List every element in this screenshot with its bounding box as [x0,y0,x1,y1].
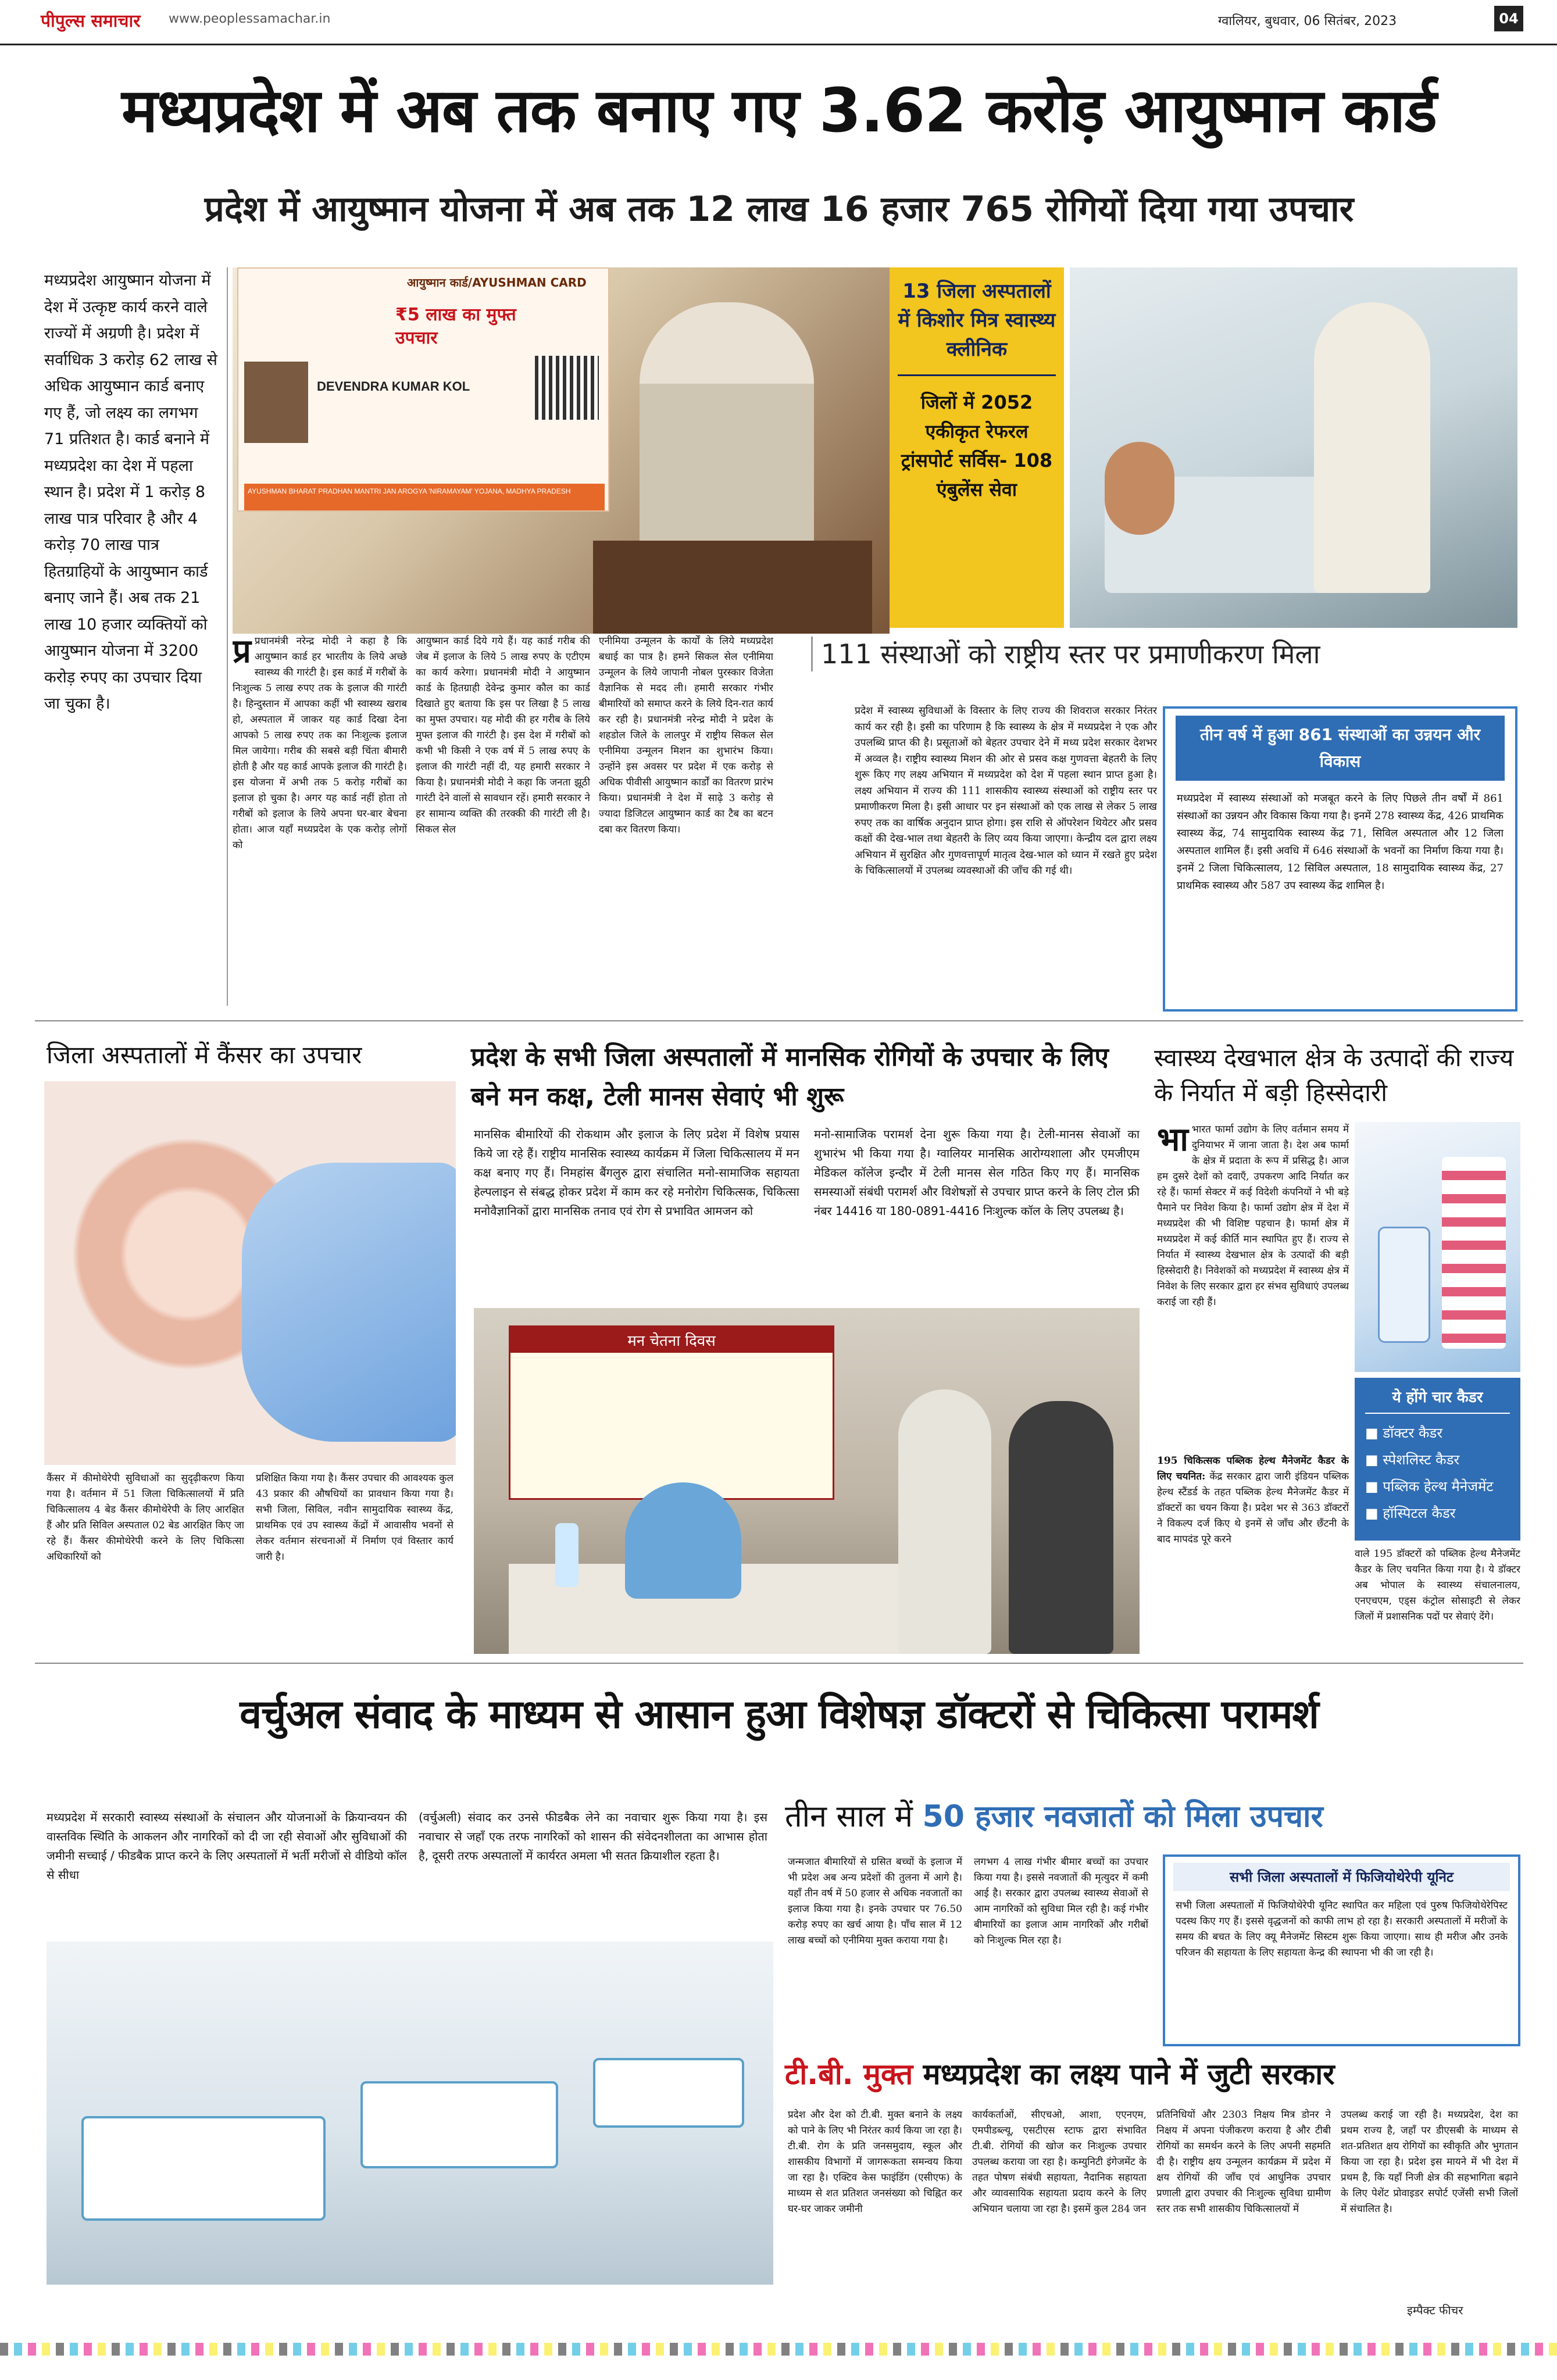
card-header: आयुष्मान कार्ड/AYUSHMAN CARD [407,276,587,290]
upgrade-box-body: मध्यप्रदेश में स्वास्थ्य संस्थाओं को मजबूत करने के लिए पिछले तीन वर्षों में 861 संस्थाओं का उन्नयन और विकास किया गया है। इनमें 278 स्वास्थ्य केंद्र, 426 प्राथमिक स्वास्थ्य केंद्र, 74 सामुदायिक स्वास्थ्य केंद्र 71, सिविल अस्पताल और 12 जिला अस्पताल शामिल हैं। इसी अवधि में 646 संस्थाओं के भवनों का निर्माण किया गया है। इनमें 2 जिला चिकित्सालय, 12 सिविल अस्पताल, 18 सामुदायिक स्वास्थ्य केंद्र, 27 प्राथमिक स्वास्थ्य और 587 उप स्वास्थ्य केंद्र शामिल है। [1177,792,1504,892]
main-subheadline: प्रदेश में आयुष्मान योजना में अब तक 12 लाख 16 हजार 765 रोगियों दिया गया उपचार [204,189,1354,230]
virtual-col2: (वर्चुअली) संवाद कर उनसे फीडबैक लेने का नवाचार शुरू किया गया है। इस नवाचार से जहाँ एक तरफ नागरिकों को शासन की संवेदनशीलता का आभास होता है, दूसरी तरफ अस्पतालों में कार्यरत अमला भी सतत क्रियाशील रहता है। [419,1810,767,1863]
pill-strip [1442,1157,1506,1349]
card-holder-name: DEVENDRA KUMAR KOL [317,379,470,394]
main-headline: मध्यप्रदेश में अब तक बनाए गए 3.62 करोड़ आयुष्मान कार्ड [122,75,1437,146]
masthead-logo[interactable]: पीपुल्स समाचार [41,11,141,31]
highlight-box [890,267,1064,628]
accreditation-body: प्रदेश में स्वास्थ्य सुविधाओं के विस्तार के लिए राज्य की शिवराज सरकार निरंतर कार्य कर रही है। इसी का परिणाम है कि स्वास्थ्य के क्षेत्र में मध्यप्रदेश ने एक और उपलब्धि प्राप्त की है। प्रसूताओं को बेहतर उपचार देने में मध्य प्रदेश सरकार देशभर में अव्वल है। राष्ट्रीय स्वास्थ्य मिशन की ओर से प्रसव कक्ष गुणवत्ता बेहतरी के लिए शुरू किए गए लक्ष्य अभियान में मध्यप्रदेश को देश में पहला स्थान प्राप्त हुआ है। लक्ष्य अभियान में राज्य की 111 शासकीय स्वास्थ्य संस्थाओं को राष्ट्रीय स्तर पर प्रमाणीकरण मिला है। इसी आधार पर इन संस्थाओं को एक लाख से लेकर 5 लाख रुपए तक का वार्षिक अनुदान प्राप्त होगा। इस राशि से ऑपरेशन थियेटर और प्रसव कक्षों की देख-भाल तथा बेहतरी के लिए व्यय किया जाएगा। केन्द्रीय दल द्वारा लक्ष्य अभियान में सुरक्षित और गुणवत्तापूर्ण मातृत्व देख-भाल को ध्यान में रखते हुए प्रदेश के चिकित्सालयों में उपलब्ध व्यवस्थाओं की जाँच की गई थी। [855,705,1157,877]
mental-col2: मनो-सामाजिक परामर्श देना शुरू किया गया है। टेली-मानस सेवाओं का शुभारंभ भी किया गया है। ग्वालियर मानसिक आरोग्यशाला और एमजीएम मेडिकल कॉलेज इन्दौर में टेली मानस सेल गठित किए गए हैं। मानसिक समस्याओं संबंधी परामर्श और विशेषज्ञों से उपचार प्राप्त करने के लिए टोल फ्री नंबर 14416 या 180-0891-4416 निःशुल्क कॉल के लिए उपलब्ध है। [814,1127,1140,1218]
virtual-col1: मध्यप्रदेश में सरकारी स्वास्थ्य संस्थाओं के संचालन और योजनाओं के क्रियान्वयन की वास्तविक स्थिति के आकलन और नागरिकों को दी जा रही सेवाओं और सुविधाओं की जमीनी सच्चाई / फीडबैक प्राप्त करने के लिए अस्पतालों में भर्ती मरीजों से वीडियो कॉल से सीधा [47,1810,407,1882]
cadre-item: ■ पब्लिक हेल्थ मैनेजमेंट [1365,1478,1494,1495]
upgrade-box [1163,706,1517,1012]
clinic-photo [474,1308,1140,1654]
card-holder-photo [244,362,308,443]
cadre-item: ■ हॉस्पिटल कैडर [1365,1505,1456,1521]
highlight-line1: 13 जिला अस्पतालों में किशोर मित्र स्वास्थ्य क्लीनिक [898,277,1056,376]
card-amount: ₹5 लाख का मुफ्त उपचार [395,305,516,348]
patient-figure [1105,442,1174,535]
gloved-hand [242,1163,456,1442]
ward-bed [593,2058,744,2128]
tb-col2: कार्यकर्ताओं, सीएचओ, आशा, एएनएम, एमपीडब्ल्यू, एसटीएस स्टाफ द्वारा संभावित टी.बी. रोगियों की खोज कर निःशुल्क उपचार उपलब्ध कराया जा रहा है। कम्युनिटी इंगेजमेंट के तहत पोषण संबंधी सहायता, नैदानिक सहायता और व्यावसायिक सहायता प्रदाय करने के लिए अभियान चलाया जा रहा है। इसमें कुल 284 जन [972,2109,1147,2215]
newborn-col2: लगभग 4 लाख गंभीर बीमार बच्चों का उपचार किया गया है। इससे नवजातों की मृत्युदर में कमी आई है। सरकार द्वारा उपलब्ध स्वास्थ्य सेवाओं से आम नागरिकों को सुविधा मिल रही है। कई गंभीर बीमारियों का इलाज आम नागरिकों और गरीबों को निःशुल्क मिल रहा है। [974,1856,1148,1946]
section-rule [35,1663,1523,1664]
clinic-banner [509,1325,834,1500]
ayushman-card [237,267,609,512]
masthead-url[interactable]: www.peoplessamachar.in [169,12,331,26]
tb-headline [785,2052,1520,2096]
newborn-headline-b: 50 हजार नवजातों को मिला उपचार [922,1799,1323,1834]
standing-figure-1 [898,1389,991,1654]
cancer-col1: कैंसर में कीमोथेरेपी सुविधाओं का सुदृढ़ीकरण किया गया है। वर्तमान में 51 जिला चिकित्सालयों में प्रति चिकित्सालय 4 बेड कैंसर कीमोथेरेपी के लिए आरक्षित हैं और प्रति सिविल अस्पताल 02 बेड आरक्षित किए जा रहे हैं। कैंसर कीमोथेरेपी करने के लिए चिकित्सा अधिकारियों को [47,1473,244,1563]
newborn-headline [785,1796,1520,1837]
main-left-column: मध्यप्रदेश आयुष्मान योजना में देश में उत्कृष्ट कार्य करने वाले राज्यों में अग्रणी है। प्रदेश में सर्वाधिक 3 करोड़ 62 लाख से अधिक आयुष्मान कार्ड बनाए गए हैं, जो लक्ष्य का लगभग 71 प्रतिशत है। कार्ड बनाने में मध्यप्रदेश का देश में पहला स्थान है। प्रदेश में 1 करोड़ 8 लाख पात्र परिवार है और 4 करोड़ 70 लाख पात्र हितग्राहियों के आयुष्मान कार्ड बनाए जाने हैं। अब तक 21 लाख 10 हजार व्यक्तियों को आयुष्मान योजना में 3200 करोड़ रुपए का उपचार दिया जा चुका है। [44,271,217,713]
footer-feature-label: इम्पैक्ट फीचर [1407,2303,1463,2317]
newborn-col1: जन्मजात बीमारियों से ग्रसित बच्चों के इलाज में भी प्रदेश अब अन्य प्रदेशों की तुलना में आगे है। यहाँ तीन वर्ष में 50 हजार से अधिक नवजातों का इलाज किया गया है। इनके उपचार पर 76.50 करोड़ रुपए का खर्च आया है। पाँच साल में 12 लाख बच्चों को एनीमिया मुक्त कराया गया है। [788,1856,962,1946]
cadre-item: ■ स्पेशलिस्ट कैडर [1365,1452,1460,1468]
main-body-col1: प्र प्रधानमंत्री नरेन्द्र मोदी ने कहा है कि आयुष्मान कार्ड हर भारतीय के लिये अच्छे स्वास्थ्य की गारंटी है। इस कार्ड में गरीबों के निःशुल्क 5 लाख रुपए तक के इलाज की गारंटी है। हिन्दुस्तान में आपका कहीं भी स्वास्थ्य खराब हो, अस्पताल में जाकर यह कार्ड दिखा देना आपको 5 लाख रुपए तक का निःशुल्क इलाज मिल जायेगा। गरीब की सबसे बड़ी चिंता बीमारी होती है और यह कार्ड आपके इलाज की गारंटी है। इस योजना में अभी तक 5 करोड़ गरीबों का इलाज हो चुका है। अगर यह कार्ड नहीं होता तो गरीबों को इलाज के लिये अपना घर-बार बेचना होता। आज यहाँ मध्यप्रदेश के एक करोड़ लोगों को [233,634,407,851]
main-body-col3: एनीमिया उन्मूलन के कार्यों के लिये मध्यप्रदेश बधाई का पात्र है। हमने सिकल सेल एनीमिया उन्मूलन के लिये जापानी नोबल पुरस्कार विजेता वैज्ञानिक से मदद ली। हमारी सरकार गंभीर बीमारियों को समाप्त करने के लिये दिन-रात कार्य कर रही है। प्रधानमंत्री नरेन्द्र मोदी ने प्रदेश के शहडोल जिले के लालपुर में राष्ट्रीय सिकल सेल एनीमिया उन्मूलन मिशन का शुभारंभ किया। उन्होंने इस अवसर पर प्रदेश में एक करोड़ से अधिक पीवीसी आयुष्मान कार्डों का वितरण प्रारंभ किया। प्रधानमंत्री ने देश में साढ़े 3 करोड़ से ज्यादा डिजिटल आयुष्मान कार्ड का टैब का बटन दबा कर वितरण किया। [599,635,773,835]
ward-photo [47,1942,773,2285]
water-bottle [555,1523,578,1587]
upgrade-box-title: तीन वर्ष में हुआ 861 संस्थाओं का उन्नयन और विकास [1176,716,1505,781]
column-rule [227,267,228,1006]
card-footer: AYUSHMAN BHARAT PRADHAN MANTRI JAN AROGYA 'NIRAMAYAM' YOJANA, MADHYA PRADESH [244,484,605,510]
cancer-headline: जिला अस्पतालों में कैंसर का उपचार [47,1041,362,1069]
pharma-headline: स्वास्थ्य देखभाल क्षेत्र के उत्पादों की राज्य के निर्यात में बड़ी हिस्सेदारी [1154,1044,1514,1107]
page-number: 04 [1494,6,1523,31]
cancer-photo [44,1081,456,1465]
visitor-figure [1314,302,1430,593]
pm-card-photo [233,267,890,634]
ward-bed [360,2081,558,2168]
newborn-headline-a: तीन साल में [785,1799,913,1834]
virtual-headline: वर्चुअल संवाद के माध्यम से आसान हुआ विशेषज्ञ डॉक्टरों से चिकित्सा परामर्श [240,1692,1319,1738]
cadre-item: ■ डॉक्टर कैडर [1365,1425,1443,1441]
accreditation-headline: 111 संस्थाओं को राष्ट्रीय स्तर पर प्रमाणीकरण मिला [811,637,1520,671]
main-body-col2: आयुष्मान कार्ड दिये गये हैं। यह कार्ड गरीब की जेब में इलाज के लिये 5 लाख रुपए के एटीएम का कार्य करेगा। प्रधानमंत्री मोदी ने आयुष्मान कार्ड के हितग्राही देवेन्द्र कुमार कौल का कार्ड दिखाते हुए बताया कि इस पर लिखा है 5 लाख का मुफ्त उपचार। यह मोदी की हर गरीब के लिये मुफ्त इलाज की गारंटी है। इस देश में गरीबों को कभी भी किसी ने एक वर्ष में 5 लाख रुपए के इलाज की गारंटी नहीं दी, यह हमारी सरकार ने किया है। प्रधानमंत्री मोदी ने कहा कि जनता झूठी गारंटी देने वालों से सावधान रहें। हमारी सरकार ने हर सामान्य व्यक्ति की तरक्की की गारंटी ली है। सिकल सेल [416,635,590,835]
cancer-col2: प्रशिक्षित किया गया है। कैंसर उपचार की आवश्यक कुल 43 प्रकार की औषधियों का प्रावधान किया गया है। सभी जिला, सिविल, नवीन सामुदायिक स्वास्थ्य केंद्र, प्राथमिक एवं उप स्वास्थ्य केंद्रों में आवासीय भवनों से लेकर वर्तमान संरचनाओं में निर्माण एवं विस्तार कार्य जारी है। [256,1473,453,1563]
hospital-visit-photo [1070,267,1517,628]
tb-col3: प्रतिनिधियों और 2303 निक्षय मित्र डोनर ने निक्षय में अपना पंजीकरण कराया है और टीबी रोगियों का समर्थन करने के लिए अपनी सहमति दी है। राष्ट्रीय क्षय उन्मूलन कार्यक्रम में प्रदेश में क्षय रोगियों की जाँच एवं आधुनिक उपचार प्रणाली द्वारा उपचार की निःशुल्क सुविधा ग्रामीण स्तर तक सभी शासकीय चिकित्सालयों में [1156,2109,1331,2215]
card-qr-icon [535,356,599,420]
doctor-figure [625,1482,741,1599]
masthead-dateline: ग्वालियर, बुधवार, 06 सितंबर, 2023 [1218,14,1397,28]
mental-col1: मानसिक बीमारियों की रोकथाम और इलाज के लिए प्रदेश में विशेष प्रयास किये जा रहे हैं। राष्ट्रीय मानसिक स्वास्थ्य कार्यक्रम में जिला चिकित्सालय में मन कक्ष बनाए गए हैं। निमहांस बैंगलुरु द्वारा संचालित मनो-सामाजिक सहायता हेल्पलाइन से संबद्ध होकर प्रदेश में काम कर रहे मनोरोग चिकित्सक, चिकित्सा मनोवैज्ञानिकों द्वारा मानसिक तनाव एवं रोग से प्रभावित आमजन को [474,1127,799,1218]
physio-box-body: सभी जिला अस्पतालों में फिजियोथेरेपी यूनिट स्थापित कर महिला एवं पुरुष फिजियोथेरेपिस्ट पदस्थ किए गए हैं। इससे वृद्धजनों को काफी लाभ हो रहा है। सरकारी अस्पतालों में मरीजों के समय की बचत के लिए क्यू मैनेजमेंट सिस्टम शुरू किया जाएगा। साथ ही मरीज और उनके परिजन की सहायता के लिए सहायता केन्द्र की स्थापना भी की जा रही है। [1176,1900,1508,1959]
ward-bed [81,2116,326,2221]
physio-box [1163,1854,1520,2046]
tb-tag: टी.बी. मुक्त [785,2057,913,2091]
tb-headline-text: मध्यप्रदेश का लक्ष्य पाने में जुटी सरकार [923,2057,1335,2091]
pharma-col1b: 195 चिकित्सक पब्लिक हेल्थ मैनेजमेंट कैडर के लिए चयनित: केंद्र सरकार द्वारा जारी इंडियन पब्लिक हेल्थ स्टैंडर्ड के तहत पब्लिक हेल्थ मैनेजमेंट कैडर में डॉक्टरों का चयन किया है। प्रदेश भर से 363 डॉक्टरों ने विकल्प दर्ज किए थे इनमें से जाँच और छँटनी के बाद मापदंड पूरे करने [1157,1455,1349,1545]
standing-figure-2 [1009,1401,1113,1654]
cadre-box-title: ये होंगे चार कैडर [1365,1386,1510,1414]
podium [593,541,872,634]
pharma-col2: वाले 195 डॉक्टरों को पब्लिक हेल्थ मैनेजमेंट कैडर के लिए चयनित किया गया है। ये डॉक्टर अब भोपाल के स्वास्थ्य संचालनालय, एनएचएम, एड्स कंट्रोल सोसाइटी से लेकर जिलों में प्रशासनिक पदों पर सेवाएं देंगे। [1355,1548,1520,1623]
physio-box-title: सभी जिला अस्पतालों में फिजियोथेरेपी यूनिट [1173,1863,1510,1891]
section-rule [35,1020,1523,1021]
tb-col1: प्रदेश और देश को टी.बी. मुक्त बनाने के लक्ष्य को पाने के लिए भी निरंतर कार्य किया जा रहा है। टी.बी. रोग के प्रति जनसमुदाय, स्कूल और शासकीय विभागों में जागरूकता समन्वय किया जा रहा है। एक्टिव केस फाइंडिंग (एसीएफ) के माध्यम से शत प्रतिशत जनसंख्या को चिह्नित कर घर-घर जाकर जमीनी [788,2109,962,2215]
highlight-line2: जिलों में 2052 एकीकृत रेफरल ट्रांसपोर्ट सर्विस- 108 एंबुलेंस सेवा [901,391,1053,501]
pharma-col1: भाभारत फार्मा उद्योग के लिए वर्तमान समय में दुनियाभर में जाना जाता है। देश अब फार्मा के क्षेत्र में प्रदाता के रूप में प्रसिद्ध है। आज हम दुसरे देशों को दवाएँ, उपकरण आदि निर्यात कर रहे हैं। फार्मा सेक्टर में कई विदेशी कंपनियों ने भी बड़े पैमाने पर निवेश किया है। फार्मा उद्योग क्षेत्र में देश में मध्यप्रदेश की भी विशिष्ट पहचान है। फार्मा क्षेत्र में मध्यप्रदेश में कई कीर्ति मान स्थापित हुए हैं। राज्य से निर्यात में स्वास्थ्य देखभाल क्षेत्र के उत्पादों की बड़ी हिस्सेदारी है। निवेशकों को मध्यप्रदेश में स्वास्थ्य क्षेत्र में निवेश के लिए सरकार द्वारा हर संभव सुविधाएं उपलब्ध कराई जा रही हैं। [1157,1122,1349,1308]
tb-col4: उपलब्ध कराई जा रही है। मध्यप्रदेश, देश का प्रथम राज्य है, जहाँ पर डीएसबी के माध्यम से शत-प्रतिशत क्षय रोगियों का स्वीकृति और भुगतान किया जा रहा है। प्रदेश इस मायने में भी देश में प्रथम है, कि यहाँ निजी क्षेत्र की सहभागिता बढ़ाने के लिए पेशेंट प्रोवाइडर सपोर्ट एजेंसी सभी जिलों में संचालित है। [1341,2109,1518,2215]
cadre-box [1355,1378,1520,1541]
clinic-banner-title: मन चेतना दिवस [510,1327,833,1353]
pills-photo [1355,1122,1520,1372]
masthead [0,0,1557,45]
footer-color-strip [0,2343,1557,2356]
pill-bottle [1378,1227,1430,1343]
mental-headline: प्रदेश के सभी जिला अस्पतालों में मानसिक रोगियों के उपचार के लिए बने मन कक्ष, टेली मानस सेवाएं भी शुरू [471,1042,1109,1112]
